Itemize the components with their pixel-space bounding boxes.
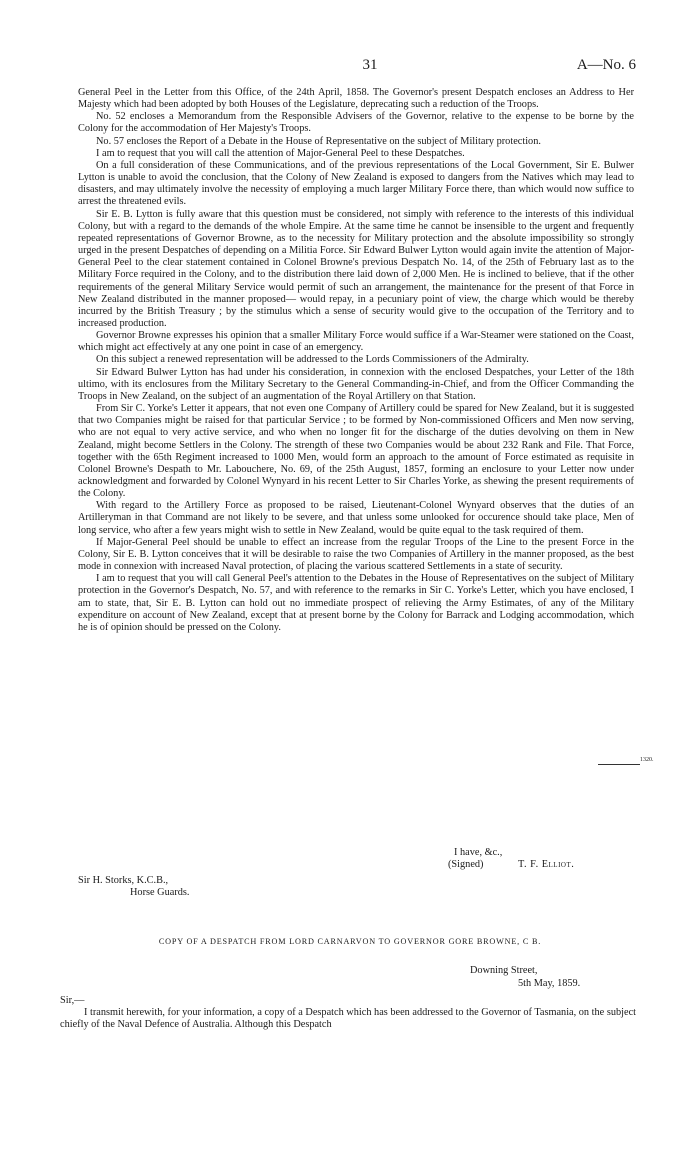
paragraph: If Major-General Peel should be unable to effect an increase from the regular Troops of the Line to the present Force in the Colony, Sir E. B. Lytton conceives that it will be desirable to raise the two Companies of Artillery in the manner proposed, as the best mode in connexion with increased Naval protection, of placing the various scattered Settlements in a state of security. bbox=[78, 536, 634, 573]
addressee-name: Sir H. Storks, K.C.B., bbox=[78, 875, 169, 886]
paragraph: Governor Browne expresses his opinion that a smaller Military Force would suffice if a War-Steamer were stationed on the Coast, which might act effectively at any one point in case of an emergency. bbox=[78, 330, 634, 354]
paragraph: With regard to the Artillery Force as proposed to be raised, Lieutenant-Colonel Wynyard observes that the duties of an Artilleryman in that Command are not likely to be severe, and that unless some unlooked for occurence should take place, Men of long service, who after a few years might wish to settle in New Zealand, would be quite equal to the task required of them. bbox=[78, 500, 634, 536]
page-number: 31 bbox=[362, 57, 378, 73]
signed-label: (Signed) bbox=[448, 859, 484, 870]
margin-note: 1320. bbox=[640, 757, 654, 763]
letter-date: 5th May, 1859. bbox=[518, 978, 581, 989]
paragraph: From Sir C. Yorke's Letter it appears, that not even one Company of Artillery could be spared for New Zealand, but it is suggested that two Companies might be raised for that particular Service ; to be formed by Non-commissioned Officers and Men now serving, who are not equal to very active service, and who when no longer fit for the discharge of the duties devolving on them in New Zealand, might become Settlers in the Colony. The strength of these two Companies would be about 232 Rank and File. That Force, together with the 65th Regiment increased to 1000 Men, would form an approach to the amount of Force estimated as requisite in Colonel Browne's Despath to Mr. Labouchere, No. 69, of the 25th August, 1857, forming an enclosure to your Letter now under acknowledgment and forwarded by Colonel Wynyard in his recent Letter to Sir Charles Yorke, as shewing the present requirements of the Colony. bbox=[78, 403, 634, 500]
margin-rule bbox=[598, 764, 640, 765]
paragraph: On this subject a renewed representation will be addressed to the Lords Commissioners of the Admiralty. bbox=[96, 354, 529, 366]
paragraph: Sir E. B. Lytton is fully aware that this question must be considered, not simply with reference to the interests of this individual Colony, but with a regard to the demands of the whole Empire. At the same time he cannot be insensible to the urgent and frequently repeated representations of Governor Browne, as to the necessity for Military protection and the absolute impossibility so strongly urged in the present Despatches of depending on a Militia Force. Sir Edward Bulwer Lytton would again invite the attention of Major-General Peel to the clear statement contained in Colonel Browne's previous Despatch No. 14, of the 25th of February last as to the Military Force required in the Colony, and to the distribution there laid down of 2,000 Men. He is inclined to believe, that if the other requirements of the general Military Service would permit of such an arrangement, the maintenance for the present of that Force in New Zealand distributed in the manner proposed— would repay, in a pecuniary point of view, the charge which would be thereby incurred by the British Treasury ; by the stimulus which a sense of security would give to the occupation of the Territory and to increased production. bbox=[78, 208, 634, 329]
paragraph: No. 52 encloses a Memorandum from the Responsible Advisers of the Governor, relative to the expense to be borne by the Colony for the accommodation of Her Majesty's Troops. bbox=[78, 111, 634, 135]
letter-place: Downing Street, bbox=[470, 965, 538, 976]
paragraph: I am to request that you will call General Peel's attention to the Debates in the House of Representatives on the subject of Military protection in the Governor's Despatch, No. 57, and with reference to the remarks in Sir C. Yorke's Letter, which you have enclosed, I am to state, that, Sir E. B. Lytton can hold out no immediate prospect of relieving the Army Estimates, of any of the Military expenditure on account of New Zealand, except that at present borne by the Colony for Barrack and Lodging accommodation, which he is of opinion should be pressed on the Colony. bbox=[78, 573, 634, 633]
document-reference: A—No. 6 bbox=[576, 57, 636, 73]
signature-block bbox=[78, 847, 634, 917]
paragraph: I transmit herewith, for your information, a copy of a Despatch which has been addressed to the Governor of Tasmania, on the subject chiefly of the Naval Defence of Australia. Although this Despatch bbox=[60, 1007, 636, 1031]
despatch-body bbox=[60, 1007, 636, 1031]
letter-body bbox=[78, 87, 634, 634]
paragraph: Sir Edward Bulwer Lytton has had under his consideration, in connexion with the enclosed Despatches, your Letter of the 18th ultimo, with its enclosures from the Military Secretary to the General Commanding-in-Chief, and from the Officer Commanding the Troops in New Zealand, on the subject of an augmentation of the Royal Artillery on that Station. bbox=[78, 366, 634, 402]
paragraph: I am to request that you will call the attention of Major-General Peel to these Despatches. bbox=[96, 147, 465, 159]
paragraph: General Peel in the Letter from this Office, of the 24th April, 1858. The Governor's present Despatch encloses an Address to Her Majesty which had been adopted by both Houses of the Legislature, deprecating such a reduction of the Troops. bbox=[78, 87, 634, 111]
salutation: Sir,— bbox=[60, 995, 85, 1006]
despatch-heading: COPY OF A DESPATCH FROM LORD CARNARVON TO GOVERNOR GORE BROWNE, C B. bbox=[158, 937, 542, 946]
page-header bbox=[60, 57, 640, 77]
paragraph: No. 57 encloses the Report of a Debate in the House of Representative on the subject of Military protection. bbox=[96, 135, 541, 147]
closing: I have, &c., bbox=[454, 847, 503, 858]
addressee-location: Horse Guards. bbox=[130, 887, 190, 898]
signatory-name: T. F. Elliot. bbox=[518, 859, 575, 870]
paragraph: On a full consideration of these Communications, and of the previous representations of the Local Government, Sir E. Bulwer Lytton is unable to avoid the conclusion, that the Colony of New Zealand is exposed to dangers from the Natives which may lead to disasters, and may ultimately involve the necessity of employing a much larger Military Force there, than which would now suffice to arrest the threatened evils. bbox=[78, 159, 634, 208]
